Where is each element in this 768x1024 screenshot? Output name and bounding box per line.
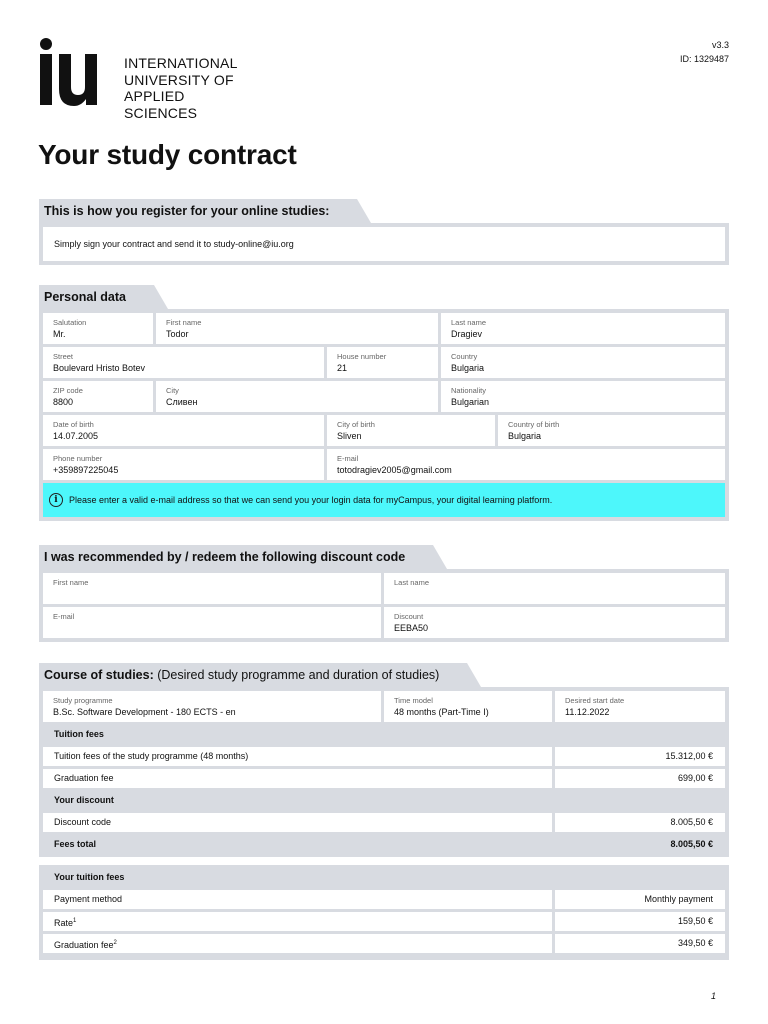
logo-line-3: APPLIED SCIENCES — [124, 88, 198, 121]
your-tuition-fees-heading: Your tuition fees — [54, 872, 125, 882]
recommender-email-field: E-mail — [43, 607, 381, 638]
graduation-fee-row: Graduation fee 699,00 € — [43, 769, 725, 788]
nationality-field: Nationality Bulgarian — [441, 381, 725, 412]
course-heading: Course of studies: (Desired study programme and duration of studies) — [39, 663, 467, 687]
recommender-first-name-field: First name — [43, 573, 381, 604]
recommender-last-name-field: Last name — [384, 573, 725, 604]
city-field: City Сливен — [156, 381, 438, 412]
discount-code-field: Discount EEBA50 — [384, 607, 725, 638]
register-heading: This is how you register for your online studies: — [39, 199, 357, 223]
recommendation-section — [39, 545, 729, 642]
payment-method-row: Payment method Monthly payment — [43, 890, 725, 909]
house-number-field: House number 21 — [327, 347, 438, 378]
personal-data-heading: Personal data — [39, 285, 154, 309]
register-section — [39, 199, 729, 265]
email-field: E-mail totodragiev2005@gmail.com — [327, 449, 725, 480]
logo-line-2: UNIVERSITY OF — [124, 71, 234, 88]
email-info-text: Please enter a valid e-mail address so that we can send you your login data for myCampus, your digital learning platform. — [69, 495, 553, 505]
document-version — [680, 38, 729, 66]
date-of-birth-field: Date of birth 14.07.2005 — [43, 415, 324, 446]
document-id: ID: 1329487 — [679, 54, 729, 64]
tuition-fee-row: Tuition fees of the study programme (48 months) 15.312,00 € — [43, 747, 725, 766]
country-field: Country Bulgaria — [441, 347, 725, 378]
info-icon: i — [49, 493, 63, 507]
country-of-birth-field: Country of birth Bulgaria — [498, 415, 725, 446]
study-programme-field: Study programme B.Sc. Software Development - 180 ECTS - en — [43, 691, 381, 722]
time-model-field: Time model 48 months (Part-Time I) — [384, 691, 552, 722]
city-of-birth-field: City of birth Sliven — [327, 415, 495, 446]
last-name-field: Last name Dragiev — [441, 313, 725, 344]
tuition-fees-heading: Tuition fees — [54, 729, 104, 739]
version-number: v3.3 — [711, 40, 729, 50]
university-name — [124, 55, 238, 121]
logo-line-1: INTERNATIONAL — [124, 55, 238, 71]
fees-total-row: Fees total 8.005,50 € — [54, 839, 713, 849]
recommendation-heading: I was recommended by / redeem the following discount code — [39, 545, 433, 569]
salutation-field: Salutation Mr. — [43, 313, 153, 344]
section-spacer — [39, 857, 729, 865]
course-section — [39, 663, 729, 960]
register-instructions: Simply sign your contract and send it to study-online@iu.org — [43, 227, 725, 261]
discount-heading: Your discount — [54, 795, 114, 805]
first-name-field: First name Todor — [156, 313, 438, 344]
email-info-alert — [43, 483, 725, 517]
rate-row: Rate$^1$ 159,50 € — [43, 912, 725, 931]
zip-code-field: ZIP code 8800 — [43, 381, 153, 412]
graduation-fee-installment-row: Graduation fee$^2$ 349,50 € — [43, 934, 725, 953]
start-date-field: Desired start date 11.12.2022 — [555, 691, 725, 722]
page-number: 1 — [710, 991, 716, 1001]
phone-number-field: Phone number +359897225045 — [43, 449, 324, 480]
discount-row: Discount code 8.005,50 € — [43, 813, 725, 832]
personal-data-section — [39, 285, 729, 521]
street-field: Street Boulevard Hristo Botev — [43, 347, 324, 378]
iu-logo-mark — [39, 38, 109, 106]
page-title: Your study contract — [38, 139, 297, 170]
